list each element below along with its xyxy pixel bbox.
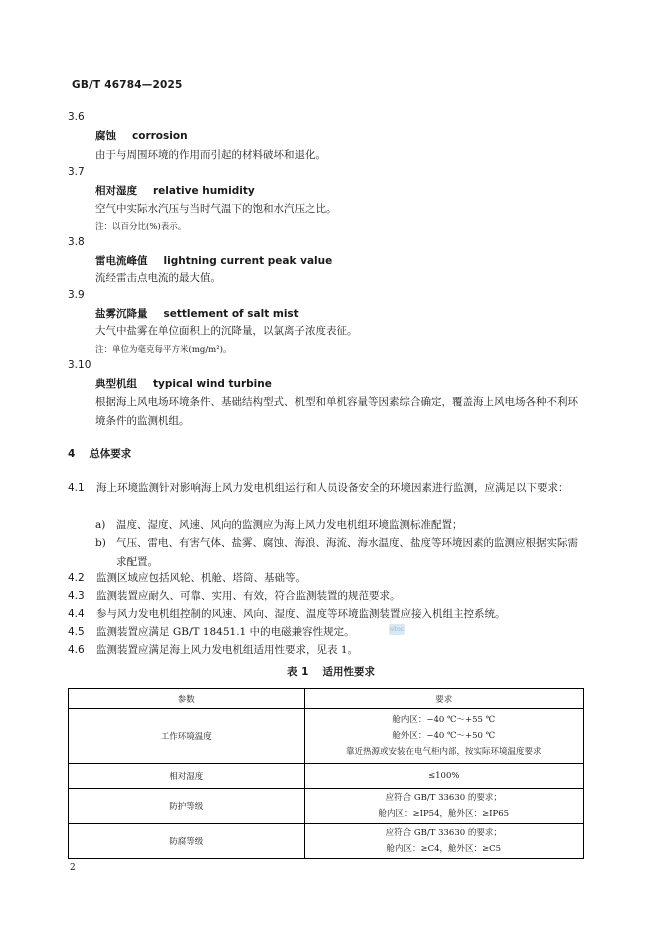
term-zh: 盐雾沉降量 bbox=[95, 308, 148, 320]
term-zh: 典型机组 bbox=[95, 378, 137, 390]
table-header-row bbox=[69, 689, 584, 709]
term-number: 3.7 bbox=[68, 166, 85, 178]
clause bbox=[68, 624, 355, 639]
list-mark: b) bbox=[95, 537, 106, 549]
list-item bbox=[95, 516, 584, 535]
clause-number: 4.5 bbox=[68, 626, 85, 638]
watermark-badge: sitoc bbox=[389, 626, 405, 633]
term-heading bbox=[95, 253, 332, 268]
req-cell bbox=[304, 764, 583, 789]
term-en: typical wind turbine bbox=[153, 378, 272, 390]
param-cell: 相对湿度 bbox=[69, 764, 305, 789]
clause bbox=[68, 570, 306, 585]
term-en: corrosion bbox=[132, 130, 188, 142]
clause-text: 监测区域应包括风轮、机舱、塔筒、基础等。 bbox=[96, 572, 306, 584]
table-row bbox=[69, 709, 584, 764]
list-item bbox=[95, 534, 584, 572]
term-zh: 相对湿度 bbox=[95, 185, 137, 197]
req-line: 舱内区：≥C4，舱外区：≥C5 bbox=[386, 844, 502, 854]
table-label: 表 1 bbox=[287, 666, 309, 678]
clause-number: 4.1 bbox=[68, 482, 85, 494]
term-definition: 流经雷击点电流的最大值。 bbox=[95, 272, 221, 284]
table-caption bbox=[0, 664, 662, 679]
term-en: settlement of salt mist bbox=[163, 308, 299, 320]
term-zh: 腐蚀 bbox=[95, 130, 116, 142]
term-number: 3.10 bbox=[68, 359, 92, 371]
table-row bbox=[69, 789, 584, 824]
term-heading bbox=[95, 376, 272, 391]
standard-number: GB/T 46784—2025 bbox=[72, 79, 183, 91]
clause-number: 4.3 bbox=[68, 590, 85, 602]
clause-text: 监测装置应满足海上风力发电机组适用性要求，见表 1。 bbox=[96, 644, 359, 656]
term-heading bbox=[95, 128, 188, 143]
term-en: relative humidity bbox=[153, 185, 255, 197]
section-title: 总体要求 bbox=[89, 448, 132, 460]
clause-text: 参与风力发电机组控制的风速、风向、湿度、温度等环境监测装置应接入机组主控系统。 bbox=[96, 608, 506, 620]
term-note: 注：以百分比(%)表示。 bbox=[95, 222, 187, 232]
req-line: 应符合 GB/T 33630 的要求； bbox=[385, 793, 502, 803]
req-line: 靠近热源或安装在电气柜内部，按实际环境温度要求 bbox=[346, 747, 542, 757]
param-cell: 防腐等级 bbox=[69, 824, 305, 859]
param-cell: 防护等级 bbox=[69, 789, 305, 824]
clause-number: 4.4 bbox=[68, 608, 85, 620]
clause bbox=[68, 588, 401, 603]
term-definition: 大气中盐雾在单位面积上的沉降量，以氯离子浓度表征。 bbox=[95, 325, 358, 337]
section-heading bbox=[68, 446, 131, 461]
requirements-table bbox=[68, 688, 584, 859]
term-heading bbox=[95, 306, 299, 321]
clause-4-1 bbox=[68, 479, 584, 498]
clause bbox=[68, 606, 506, 621]
req-cell bbox=[304, 824, 583, 859]
term-note: 注：单位为毫克每平方米(mg/m²)。 bbox=[95, 345, 232, 355]
clause-number: 4.6 bbox=[68, 644, 85, 656]
page-number: 2 bbox=[70, 863, 76, 873]
term-number: 3.8 bbox=[68, 236, 85, 248]
clause-text: 海上环境监测针对影响海上风力发电机组运行和人员设备安全的环境因素进行监测，应满足以下要求： bbox=[96, 482, 569, 494]
table-header-cell: 参数 bbox=[69, 689, 305, 709]
table-row bbox=[69, 764, 584, 789]
table-row bbox=[69, 824, 584, 859]
clause bbox=[68, 642, 358, 657]
clause-text: 监测装置应耐久、可靠、实用、有效，符合监测装置的规范要求。 bbox=[96, 590, 401, 602]
req-line: ≤100% bbox=[428, 771, 460, 781]
table-header-cell: 要求 bbox=[304, 689, 583, 709]
term-number: 3.9 bbox=[68, 289, 85, 301]
req-line: 舱内区：−40 ℃～+55 ℃ bbox=[392, 715, 496, 725]
clause-text: 监测装置应满足 GB/T 18451.1 中的电磁兼容性规定。 bbox=[96, 626, 355, 638]
req-cell bbox=[304, 789, 583, 824]
term-definition: 根据海上风电场环境条件、基础结构型式、机型和单机容量等因素综合确定，覆盖海上风电场各种不利环境条件的监测机组。 bbox=[95, 396, 578, 427]
list-text: 温度、湿度、风速、风向的监测应为海上风力发电机组环境监测标准配置； bbox=[116, 519, 463, 531]
req-cell bbox=[304, 709, 583, 764]
term-zh: 雷电流峰值 bbox=[95, 255, 148, 267]
table-title: 适用性要求 bbox=[322, 666, 375, 678]
term-definition: 空气中实际水汽压与当时气温下的饱和水汽压之比。 bbox=[95, 203, 337, 215]
req-line: 舱内区：≥IP54，舱外区：≥IP65 bbox=[378, 809, 510, 819]
req-line: 舱外区：−40 ℃～+50 ℃ bbox=[392, 731, 496, 741]
section-number: 4 bbox=[68, 448, 76, 460]
term-heading bbox=[95, 183, 255, 198]
clause-number: 4.2 bbox=[68, 572, 85, 584]
term-en: lightning current peak value bbox=[163, 255, 333, 267]
list-mark: a) bbox=[95, 519, 106, 531]
list-text: 气压、雷电、有害气体、盐雾、腐蚀、海浪、海流、海水温度、盐度等环境因素的监测应根据实际需求配置。 bbox=[116, 537, 578, 568]
term-definition: 由于与周围环境的作用而引起的材料破坏和退化。 bbox=[95, 149, 326, 161]
param-cell: 工作环境温度 bbox=[69, 709, 305, 764]
term-number: 3.6 bbox=[68, 111, 85, 123]
req-line: 应符合 GB/T 33630 的要求； bbox=[385, 828, 502, 838]
